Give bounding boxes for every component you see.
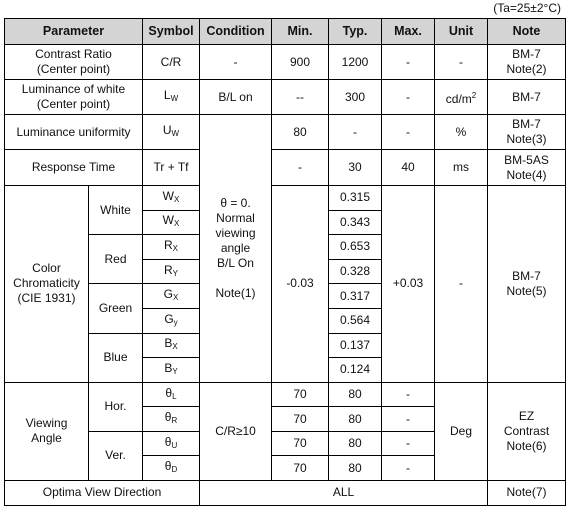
header-max: Max. [382, 19, 435, 45]
chroma-param: Color Chromaticity (CIE 1931) [5, 186, 89, 383]
viewing-min: 70 [272, 456, 329, 481]
header-unit: Unit [435, 19, 488, 45]
viewing-symbol: $\theta_R$ [143, 407, 200, 432]
uniformity-min: 80 [272, 115, 329, 150]
chroma-symbol: $W_X$ [143, 186, 200, 211]
header-min: Min. [272, 19, 329, 45]
chroma-unit: - [435, 186, 488, 383]
chroma-typ: 0.653 [329, 235, 382, 260]
luminance-typ: 300 [329, 80, 382, 115]
chroma-typ: 0.124 [329, 358, 382, 383]
viewing-group-ver: Ver. [89, 431, 143, 480]
response-min: - [272, 150, 329, 186]
response-note: BM-5AS Note(4) [488, 150, 566, 186]
row-uniformity [5, 115, 566, 150]
viewing-unit: Deg [435, 382, 488, 480]
luminance-max: - [382, 80, 435, 115]
chroma-typ: 0.137 [329, 333, 382, 358]
uniformity-param: Luminance uniformity [5, 115, 143, 150]
chroma-color-white: White [89, 186, 143, 235]
header-row [5, 19, 566, 45]
chroma-typ: 0.564 [329, 308, 382, 333]
viewing-symbol: $\theta_D$ [143, 456, 200, 481]
viewing-condition: C/R≥10 [200, 382, 272, 480]
chroma-typ: 0.328 [329, 259, 382, 284]
uniformity-symbol: $U_W$ [143, 115, 200, 150]
uniformity-unit: % [435, 115, 488, 150]
header-typ: Typ. [329, 19, 382, 45]
chroma-color-blue: Blue [89, 333, 143, 382]
luminance-unit: $cd/m^2$ [435, 80, 488, 115]
viewing-group-hor: Hor. [89, 382, 143, 431]
shared-condition: θ = 0. Normal viewing angle B/L On Note(1) [200, 115, 272, 383]
viewing-max: - [382, 382, 435, 407]
chroma-color-green: Green [89, 284, 143, 333]
header-note: Note [488, 19, 566, 45]
uniformity-max: - [382, 115, 435, 150]
viewing-min: 70 [272, 407, 329, 432]
viewing-symbol: $\theta_U$ [143, 431, 200, 456]
luminance-condition: B/L on [200, 80, 272, 115]
chroma-symbol: $G_y$ [143, 308, 200, 333]
chroma-symbol: $R_Y$ [143, 259, 200, 284]
contrast-min: 900 [272, 45, 329, 80]
response-param: Response Time [5, 150, 143, 186]
row-contrast-ratio [5, 45, 566, 80]
row-viewing-hor-l [5, 382, 566, 407]
luminance-note: BM-7 [488, 80, 566, 115]
chroma-typ: 0.315 [329, 186, 382, 211]
contrast-unit: - [435, 45, 488, 80]
luminance-min: -- [272, 80, 329, 115]
viewing-max: - [382, 456, 435, 481]
chroma-symbol: $B_X$ [143, 333, 200, 358]
luminance-symbol: $L_W$ [143, 80, 200, 115]
viewing-max: - [382, 431, 435, 456]
contrast-param: Contrast Ratio (Center point) [5, 45, 143, 80]
chroma-color-red: Red [89, 235, 143, 284]
contrast-note: BM-7 Note(2) [488, 45, 566, 80]
chroma-typ: 0.317 [329, 284, 382, 309]
viewing-symbol: $\theta_L$ [143, 382, 200, 407]
chroma-symbol: $W_X$ [143, 210, 200, 235]
header-parameter: Parameter [5, 19, 143, 45]
response-typ: 30 [329, 150, 382, 186]
header-symbol: Symbol [143, 19, 200, 45]
viewing-param: Viewing Angle [5, 382, 89, 480]
chroma-symbol: $B_Y$ [143, 358, 200, 383]
chroma-symbol: $R_X$ [143, 235, 200, 260]
row-chroma-white-x [5, 186, 566, 211]
header-condition: Condition [200, 19, 272, 45]
viewing-max: - [382, 407, 435, 432]
optima-param: Optima View Direction [5, 480, 200, 505]
chroma-max: +0.03 [382, 186, 435, 383]
response-symbol: Tr + Tf [143, 150, 200, 186]
uniformity-typ: - [329, 115, 382, 150]
chroma-typ: 0.343 [329, 210, 382, 235]
response-unit: ms [435, 150, 488, 186]
viewing-note: EZ Contrast Note(6) [488, 382, 566, 480]
response-max: 40 [382, 150, 435, 186]
optima-value: ALL [200, 480, 488, 505]
optical-spec-table [4, 18, 566, 506]
chroma-symbol: $G_X$ [143, 284, 200, 309]
viewing-typ: 80 [329, 407, 382, 432]
row-response-time [5, 150, 566, 186]
optima-note: Note(7) [488, 480, 566, 505]
viewing-typ: 80 [329, 431, 382, 456]
contrast-max: - [382, 45, 435, 80]
row-optima-view [5, 480, 566, 505]
viewing-min: 70 [272, 431, 329, 456]
viewing-typ: 80 [329, 382, 382, 407]
viewing-min: 70 [272, 382, 329, 407]
viewing-typ: 80 [329, 456, 382, 481]
contrast-symbol: C/R [143, 45, 200, 80]
luminance-param: Luminance of white (Center point) [5, 80, 143, 115]
uniformity-note: BM-7 Note(3) [488, 115, 566, 150]
chroma-min: -0.03 [272, 186, 329, 383]
contrast-typ: 1200 [329, 45, 382, 80]
contrast-condition: - [200, 45, 272, 80]
chroma-note: BM-7 Note(5) [488, 186, 566, 383]
row-luminance [5, 80, 566, 115]
test-condition-note: (Ta=25±2°C) [493, 1, 561, 15]
